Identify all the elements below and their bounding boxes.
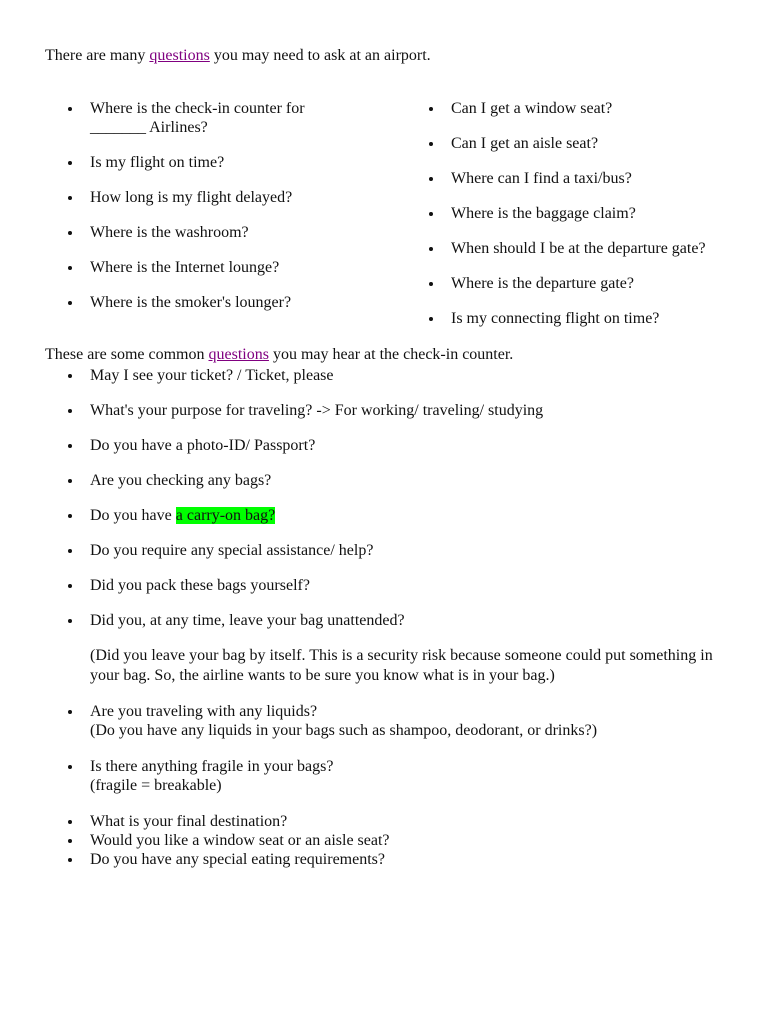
carry-on-text: Do you have: [90, 507, 176, 524]
checkin-question-list-continued: [45, 812, 725, 869]
airport-questions-columns: [45, 99, 725, 344]
explanation-note: (fragile = breakable): [90, 777, 222, 794]
list-item: Where is the Internet lounge?: [45, 258, 406, 277]
list-item: Would you like a window seat or an aisle seat?: [45, 831, 725, 850]
right-question-list: [406, 99, 725, 344]
list-item: What's your purpose for traveling? -> For working/ traveling/ studying: [45, 401, 725, 420]
list-item: Can I get an aisle seat?: [406, 134, 725, 153]
checkin-question-list-continued: [45, 702, 725, 721]
list-item: Is my flight on time?: [45, 153, 406, 172]
list-item: Is there anything fragile in your bags?: [45, 757, 725, 776]
document-page: [45, 45, 725, 869]
questions-link[interactable]: questions: [208, 346, 269, 363]
list-item: Where is the check-in counter for _______ Airlines?: [45, 99, 340, 137]
list-item: Where is the smoker's lounger?: [45, 293, 406, 312]
list-item: Do you require any special assistance/ help?: [45, 541, 725, 560]
list-item: Do you have any special eating requirements?: [45, 850, 725, 869]
list-item: Did you pack these bags yourself?: [45, 576, 725, 595]
list-item: May I see your ticket? / Ticket, please: [45, 366, 725, 385]
airport-questions-intro: [45, 45, 725, 67]
list-item: Did you, at any time, leave your bag unattended?: [45, 611, 725, 630]
explanation-note: (Did you leave your bag by itself. This is a security risk because someone could put something in your bag. So, the airline wants to be sure you know what is in your bag.): [90, 647, 713, 684]
intro-text-after: you may need to ask at an airport.: [209, 47, 431, 64]
checkin-question-list: [45, 366, 725, 630]
list-item: [45, 506, 725, 525]
list-item: How long is my flight delayed?: [45, 188, 406, 207]
questions-link[interactable]: questions: [149, 47, 210, 64]
highlighted-text: a carry-on bag?: [175, 507, 276, 524]
intro-text-after: you may hear at the check-in counter.: [268, 346, 514, 363]
checkin-questions-intro: [45, 344, 725, 366]
list-item: Where is the baggage claim?: [406, 204, 725, 223]
list-item: What is your final destination?: [45, 812, 725, 831]
list-item: Are you checking any bags?: [45, 471, 725, 490]
list-item: Do you have a photo-ID/ Passport?: [45, 436, 725, 455]
list-item: Can I get a window seat?: [406, 99, 725, 118]
list-item: Are you traveling with any liquids?: [45, 702, 725, 721]
left-question-list: [45, 99, 406, 344]
list-item: Where is the washroom?: [45, 223, 406, 242]
intro-text-before: These are some common: [45, 346, 209, 363]
list-item: Where is the departure gate?: [406, 274, 725, 293]
list-item: When should I be at the departure gate?: [406, 239, 725, 258]
explanation-note: (Do you have any liquids in your bags such as shampoo, deodorant, or drinks?): [90, 722, 598, 739]
checkin-question-list-continued: [45, 757, 725, 776]
intro-text-before: There are many: [45, 47, 150, 64]
list-item: Is my connecting flight on time?: [406, 309, 725, 328]
list-item: Where can I find a taxi/bus?: [406, 169, 725, 188]
